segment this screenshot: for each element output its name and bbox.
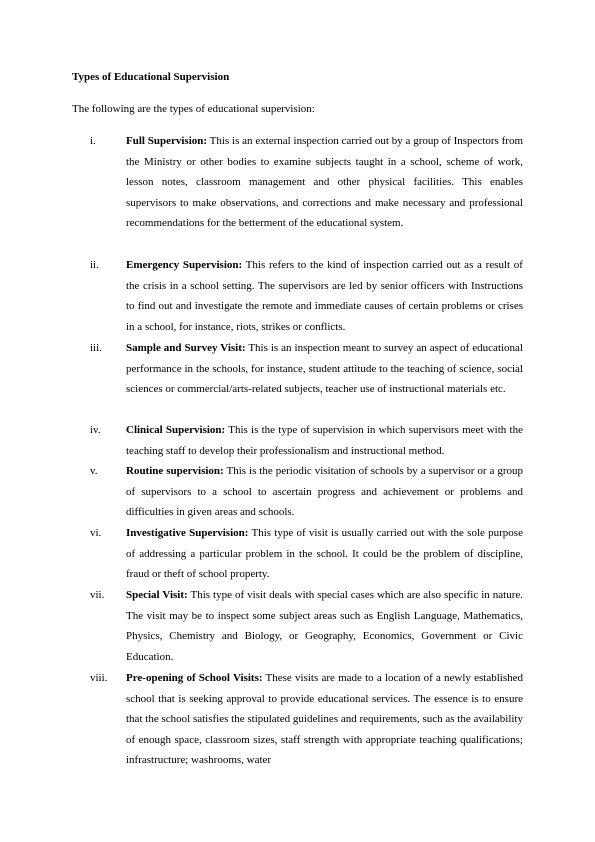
list-item-text: This refers to the kind of inspection carried out as a result of the crisis in a school setting. The supervisors are led by senior officers with Instructions to find out and investigate the remote and immediate causes of certain problems or crises in a school, for instance, riots, strikes or conflicts. bbox=[126, 259, 523, 333]
list-item-number: vii. bbox=[90, 589, 105, 601]
list-item-body bbox=[126, 338, 523, 400]
list-item-text: This type of visit is usually carried out with the sole purpose of addressing a particular problem in the school. It could be the problem of discipline, fraud or theft of school property. bbox=[126, 527, 523, 580]
list-item-number: v. bbox=[90, 465, 98, 477]
list-item-text: These visits are made to a location of a newly established school that is seeking approval to provide educational services. The essence is to ensure that the school satisfies the stipulated guidelines and requirements, such as the availability of enough space, classroom sizes, staff strength with appropriate teaching qualifications; infrastructure; washrooms, water bbox=[126, 672, 523, 766]
list-item-body bbox=[126, 420, 523, 461]
list-item-number: viii. bbox=[90, 672, 108, 684]
list-item-number: ii. bbox=[90, 259, 99, 271]
list-item-body bbox=[126, 131, 523, 234]
list-item-text: This is an inspection meant to survey an aspect of educational performance in the schools, for instance, student attitude to the teaching of science, social sciences or commercial/arts-related subjects, teacher use of instructional materials etc. bbox=[126, 342, 523, 395]
list-item-body bbox=[126, 523, 523, 585]
list-item-body bbox=[126, 585, 523, 667]
list-item-number: vi. bbox=[90, 527, 102, 539]
list-item-number: iii. bbox=[90, 342, 102, 354]
list-item-text: This is the periodic visitation of schools by a supervisor or a group of supervisors to a school to ascertain progress and achievement or problems and difficulties in given areas and schools. bbox=[126, 465, 523, 518]
list-item-term: Routine supervision: bbox=[126, 465, 224, 477]
list-item-body bbox=[126, 668, 523, 771]
list-item-number: iv. bbox=[90, 424, 101, 436]
section-heading: Types of Educational Supervision bbox=[72, 71, 230, 83]
list-item-term: Clinical Supervision: bbox=[126, 424, 226, 436]
list-item-term: Pre-opening of School Visits: bbox=[126, 672, 263, 684]
list-item-term: Special Visit: bbox=[126, 589, 188, 601]
list-item-text: This is the type of supervision in which supervisors meet with the teaching staff to develop their professionalism and instructional method. bbox=[126, 424, 523, 457]
list-item-text: This type of visit deals with special cases which are also specific in nature. The visit may be to inspect some subject areas such as English Language, Mathematics, Physics, Chemistry and Biology, or Geography, Economics, Government or Civic Education. bbox=[126, 589, 523, 663]
list-item-text: This is an external inspection carried out by a group of Inspectors from the Ministry or other bodies to examine subjects taught in a school, scheme of work, lesson notes, classroom management and other physical facilities. This enables supervisors to make observations, and corrections and make necessary and professional recommendations for the betterment of the educational system. bbox=[126, 135, 524, 229]
list-item-term: Investigative Supervision: bbox=[126, 527, 249, 539]
list-item-number: i. bbox=[90, 135, 96, 147]
list-item-body bbox=[126, 255, 523, 337]
intro-paragraph: The following are the types of educational supervision: bbox=[72, 103, 315, 115]
list-item-term: Emergency Supervision: bbox=[126, 259, 243, 271]
list-item-body bbox=[126, 461, 523, 523]
list-item-term: Full Supervision: bbox=[126, 135, 208, 147]
list-item-term: Sample and Survey Visit: bbox=[126, 342, 246, 354]
